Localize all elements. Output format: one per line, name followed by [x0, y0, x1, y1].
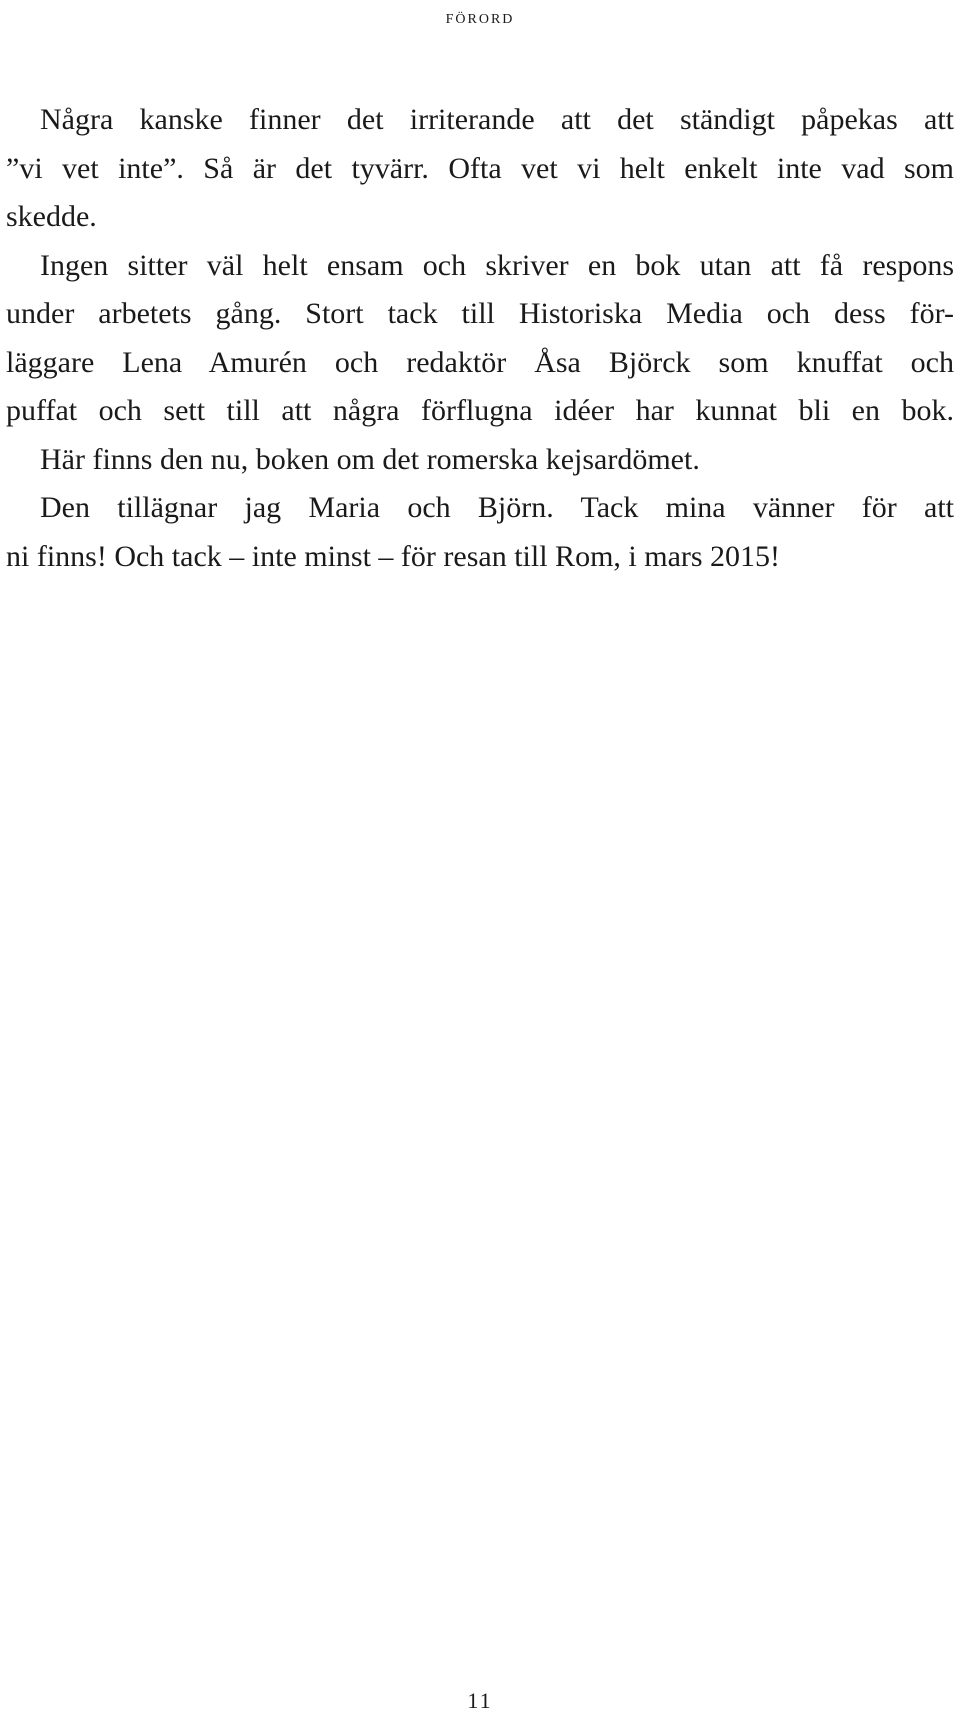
- text-line: Här finns den nu, boken om det romerska kejsardömet.: [40, 442, 700, 476]
- running-head: förord: [445, 6, 515, 28]
- page-number: 11: [467, 1688, 493, 1713]
- text-line: skedde.: [6, 200, 97, 233]
- text-line: under arbetets gång. Stort tack till Historiska Media och dess för-: [6, 297, 954, 330]
- text-line: ”vi vet inte”. Så är det tyvärr. Ofta vet vi helt enkelt inte vad som: [6, 151, 954, 185]
- text-line: Några kanske finner det irriterande att det ständigt påpekas att: [40, 103, 954, 136]
- text-line: puffat och sett till att några förflugna idéer har kunnat bli en bok.: [6, 394, 954, 427]
- paragraph-2: [6, 242, 954, 485]
- paragraph-3: [6, 484, 954, 581]
- text-line: läggare Lena Amurén och redaktör Åsa Björck som knuffat och: [6, 345, 954, 379]
- body-text: [6, 96, 954, 581]
- text-line: ni finns! Och tack – inte minst – för resan till Rom, i mars 2015!: [6, 539, 781, 573]
- text-line: Den tillägnar jag Maria och Björn. Tack mina vänner för att: [40, 491, 954, 524]
- text-line: Ingen sitter väl helt ensam och skriver en bok utan att få respons: [40, 248, 954, 282]
- paragraph-1: [6, 96, 954, 242]
